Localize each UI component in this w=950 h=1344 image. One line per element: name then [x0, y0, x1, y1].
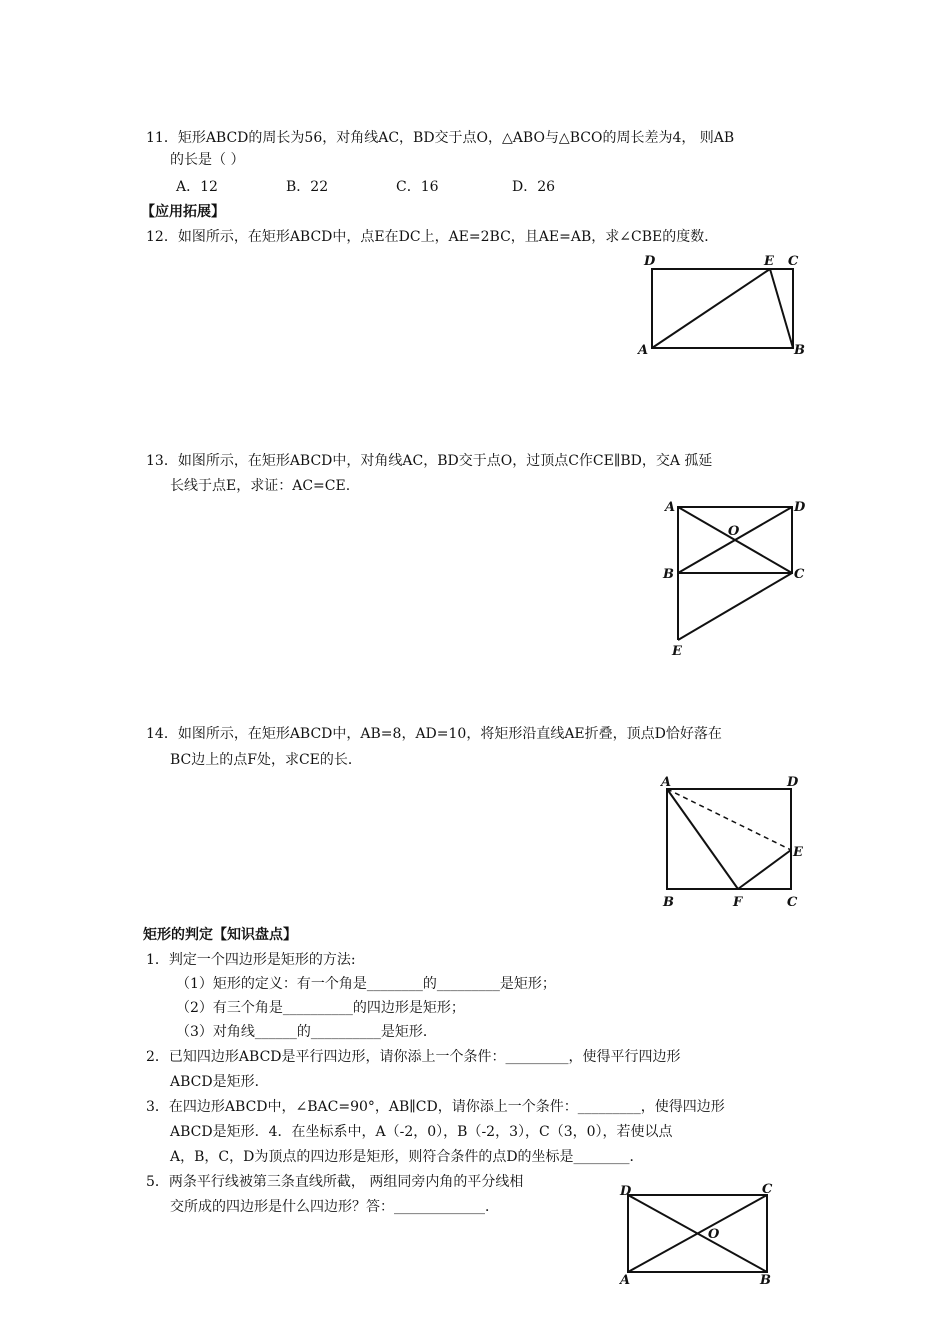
- q12-figure: [630, 248, 810, 358]
- k3-line3: A，B，C，D为顶点的四边形是矩形，则符合条件的点D的坐标是________．: [170, 1149, 644, 1165]
- q12-label-e: E: [764, 254, 774, 269]
- k1-item2: （2）有三个角是__________的四边形是矩形；: [176, 1000, 465, 1016]
- q13-label-e: E: [672, 644, 682, 659]
- q14-label-d: D: [787, 775, 799, 790]
- section-heading-judge: 矩形的判定【知识盘点】: [143, 927, 297, 943]
- k5-line1: 5．两条平行线被第三条直线所截， 两组同旁内角的平分线相: [146, 1174, 524, 1190]
- k2-line1: 2．已知四边形ABCD是平行四边形，请你添上一个条件：_________，使得平行四边形: [146, 1049, 681, 1065]
- q11-option-b: B．22: [286, 179, 329, 195]
- q14-line2: BC边上的点F处，求CE的长．: [170, 752, 362, 768]
- q13-line2: 长线于点E，求证：AC=CE.: [170, 478, 351, 494]
- q13-figure: [660, 495, 810, 660]
- q14-label-c: C: [787, 895, 798, 910]
- k5-line2: 交所成的四边形是什么四边形？答：_____________．: [170, 1199, 499, 1215]
- k5-label-b: B: [760, 1273, 771, 1288]
- q11-option-d: D．26: [512, 179, 556, 195]
- q13-label-b: B: [663, 567, 674, 582]
- q14-label-b: B: [663, 895, 674, 910]
- q11-option-c: C．16: [396, 179, 439, 195]
- q11-line1: 11．矩形ABCD的周长为56，对角线AC，BD交于点O，△ABO与△BCO的周长差为4， 则AB: [146, 130, 735, 146]
- q11-option-a: A．12: [176, 179, 218, 195]
- q13-label-o: O: [728, 524, 740, 539]
- section-heading-apply: 【应用拓展】: [141, 204, 225, 220]
- q13-line1: 13．如图所示，在矩形ABCD中，对角线AC，BD交于点O，过顶点C作CE∥BD，交A 孤延: [146, 453, 713, 469]
- k1-item3: （3）对角线______的__________是矩形．: [176, 1024, 437, 1040]
- k5-label-c: C: [762, 1182, 773, 1197]
- k1-item1: （1）矩形的定义：有一个角是________的_________是矩形；: [176, 976, 556, 992]
- k5-label-d: D: [620, 1184, 632, 1199]
- q13-label-a: A: [665, 500, 676, 515]
- k5-label-o: O: [708, 1227, 720, 1242]
- q12-label-c: C: [788, 254, 799, 269]
- q14-figure: [655, 772, 815, 910]
- k3-line1: 3．在四边形ABCD中，∠BAC=90°，AB∥CD，请你添上一个条件：_________，使得四边形: [146, 1099, 725, 1115]
- q14-label-e: E: [793, 845, 803, 860]
- q12-label-a: A: [638, 343, 649, 358]
- q14-label-f: F: [733, 895, 743, 910]
- q14-label-a: A: [661, 775, 672, 790]
- q12-label-b: B: [794, 343, 805, 358]
- k1-line1: 1．判定一个四边形是矩形的方法:: [146, 952, 356, 968]
- q13-label-c: C: [794, 567, 805, 582]
- q12-line1: 12．如图所示，在矩形ABCD中，点E在DC上，AE=2BC，且AE=AB，求∠CBE的度数．: [146, 229, 719, 245]
- k5-figure: [612, 1180, 792, 1288]
- q11-line2: 的长是（ ）: [170, 152, 245, 168]
- q13-label-d: D: [794, 500, 806, 515]
- k5-label-a: A: [620, 1273, 631, 1288]
- q14-line1: 14．如图所示，在矩形ABCD中，AB=8，AD=10，将矩形沿直线AE折叠，顶点D恰好落在: [146, 726, 722, 742]
- k3-line2: ABCD是矩形．4．在坐标系中，A（-2，0），B（-2，3），C（3，0），若使以点: [170, 1124, 673, 1140]
- k2-line2: ABCD是矩形．: [170, 1074, 269, 1090]
- q12-label-d: D: [644, 254, 656, 269]
